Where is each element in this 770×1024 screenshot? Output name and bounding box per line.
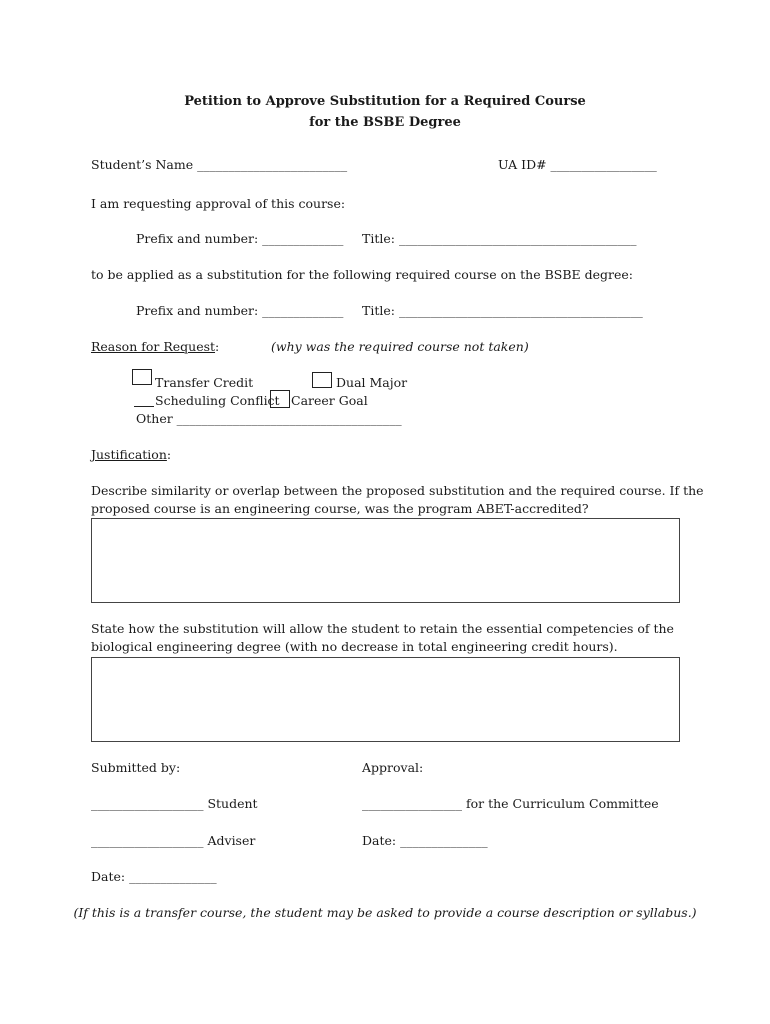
student-name-field[interactable]: Student’s Name ________________________	[91, 157, 348, 172]
dual-major-checkbox[interactable]	[312, 372, 332, 388]
form-title-line2: for the BSBE Degree	[309, 115, 461, 130]
form-title-line1: Petition to Approve Substitution for a Required Course	[184, 94, 586, 109]
request-intro: I am requesting approval of this course:	[91, 196, 346, 211]
reason-colon: :	[215, 339, 220, 354]
required-prefix-field[interactable]: Prefix and number: _____________	[136, 303, 344, 318]
reason-label: Reason for Request	[91, 339, 216, 354]
requested-title-field[interactable]: Title: ______________________________________	[362, 231, 637, 246]
transfer-credit-label: Transfer Credit	[155, 375, 254, 390]
committee-signature-field[interactable]: ________________ for the Curriculum Committee	[362, 796, 659, 811]
question-2-line1: State how the substitution will allow the student to retain the essential competencies of the	[91, 621, 674, 636]
reason-hint: (why was the required course not taken)	[271, 339, 529, 354]
applied-as-text: to be applied as a substitution for the following required course on the BSBE degree:	[91, 267, 633, 282]
requested-prefix-field[interactable]: Prefix and number: _____________	[136, 231, 344, 246]
other-reason-field[interactable]: Other ____________________________________	[136, 411, 402, 426]
required-title-field[interactable]: Title: _______________________________________	[362, 303, 643, 318]
adviser-signature-field[interactable]: __________________ Adviser	[91, 833, 256, 848]
ua-id-field[interactable]: UA ID# _________________	[498, 157, 657, 172]
justification-label: Justification	[91, 447, 167, 462]
approval-label: Approval:	[362, 760, 424, 775]
question-1-line2: proposed course is an engineering course, was the program ABET-accredited?	[91, 501, 589, 516]
similarity-answer-box[interactable]	[91, 518, 680, 603]
dual-major-label: Dual Major	[336, 375, 408, 390]
question-2-line2: biological engineering degree (with no decrease in total engineering credit hours).	[91, 639, 618, 654]
justification-heading	[91, 447, 171, 462]
student-signature-field[interactable]: __________________ Student	[91, 796, 258, 811]
reason-heading	[91, 339, 219, 354]
competencies-answer-box[interactable]	[91, 657, 680, 742]
question-1-line1: Describe similarity or overlap between the proposed substitution and the required course. If the	[91, 483, 704, 498]
transfer-footnote: (If this is a transfer course, the student may be asked to provide a course description or syllabus.)	[73, 905, 697, 920]
career-goal-label: Career Goal	[291, 393, 368, 408]
approval-date-field[interactable]: Date: ______________	[362, 833, 488, 848]
scheduling-conflict-label: Scheduling Conflict	[155, 393, 280, 408]
submission-date-field[interactable]: Date: ______________	[91, 869, 217, 884]
submitted-by-label: Submitted by:	[91, 760, 181, 775]
transfer-credit-checkbox[interactable]	[132, 369, 152, 385]
scheduling-conflict-checkbox[interactable]	[134, 391, 154, 407]
career-goal-checkbox[interactable]	[270, 390, 290, 408]
justification-colon: :	[166, 447, 172, 462]
